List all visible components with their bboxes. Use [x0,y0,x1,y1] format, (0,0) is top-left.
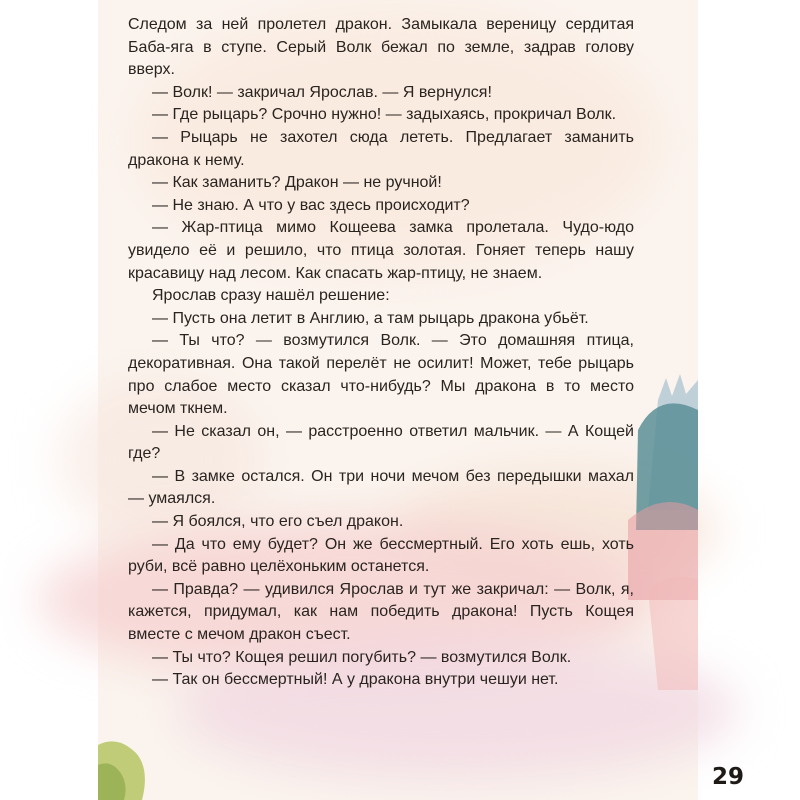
paragraph: — Пусть она летит в Англию, а там рыцарь дракона убьёт. [152,309,589,327]
paragraph: — Так он бессмертный! А у дракона внутри чешуи нет. [152,671,559,689]
book-page [98,0,745,800]
paragraph: — Да что ему будет? Он же бессмертный. Его хоть ешь, хоть руби, всё равно целёхоньким останется. [128,535,634,576]
paragraph: — Не знаю. А что у вас здесь происходит? [152,196,470,214]
page-number: 29 [712,764,745,790]
paragraph: — В замке остался. Он три ночи мечом без передышки махал — умаялся. [128,467,634,508]
foliage-illustration [98,735,158,800]
paragraph: — Волк! — закричал Ярослав. — Я вернулся! [152,83,492,101]
paragraph: Ярослав сразу нашёл решение: [152,287,390,305]
castle-illustration [628,370,698,690]
paragraph: — Не сказал он, — расстроенно ответил мальчик. — А Кощей где? [128,422,634,463]
paragraph: — Рыцарь не захотел сюда лететь. Предлагает заманить дракона к нему. [128,128,634,169]
paragraph: — Я боялся, что его съел дракон. [152,513,404,531]
paragraph: — Где рыцарь? Срочно нужно! — задыхаясь, прокричал Волк. [152,106,617,124]
paragraph: — Ты что? — возмутился Волк. — Это домашняя птица, декоративная. Она такой перелёт не осилит! Может, тебе рыцарь про слабое место сказал что-нибудь? Мы дракона в то место мечом ткнем. [128,332,634,418]
paragraph: — Ты что? Кощея решил погубить? — возмутился Волк. [152,648,572,666]
paragraph: — Жар-птица мимо Кощеева замка пролетала. Чудо-юдо увидело её и решило, что птица золотая. Гоняет теперь нашу красавицу над лесом. Как спасать жар-птицу, не знаем. [128,219,634,282]
story-text [128,14,634,692]
paragraph: — Правда? — удивился Ярослав и тут же закричал: — Волк, я, кажется, придумал, как нам победить дракона! Пусть Кощея вместе с мечом дракон съест. [128,580,634,644]
paragraph: Следом за ней пролетел дракон. Замыкала вереницу сердитая Баба-яга в ступе. Серый Волк бежал по земле, задрав голову вверх. [128,16,634,79]
paragraph: — Как заманить? Дракон — не ручной! [152,174,442,192]
